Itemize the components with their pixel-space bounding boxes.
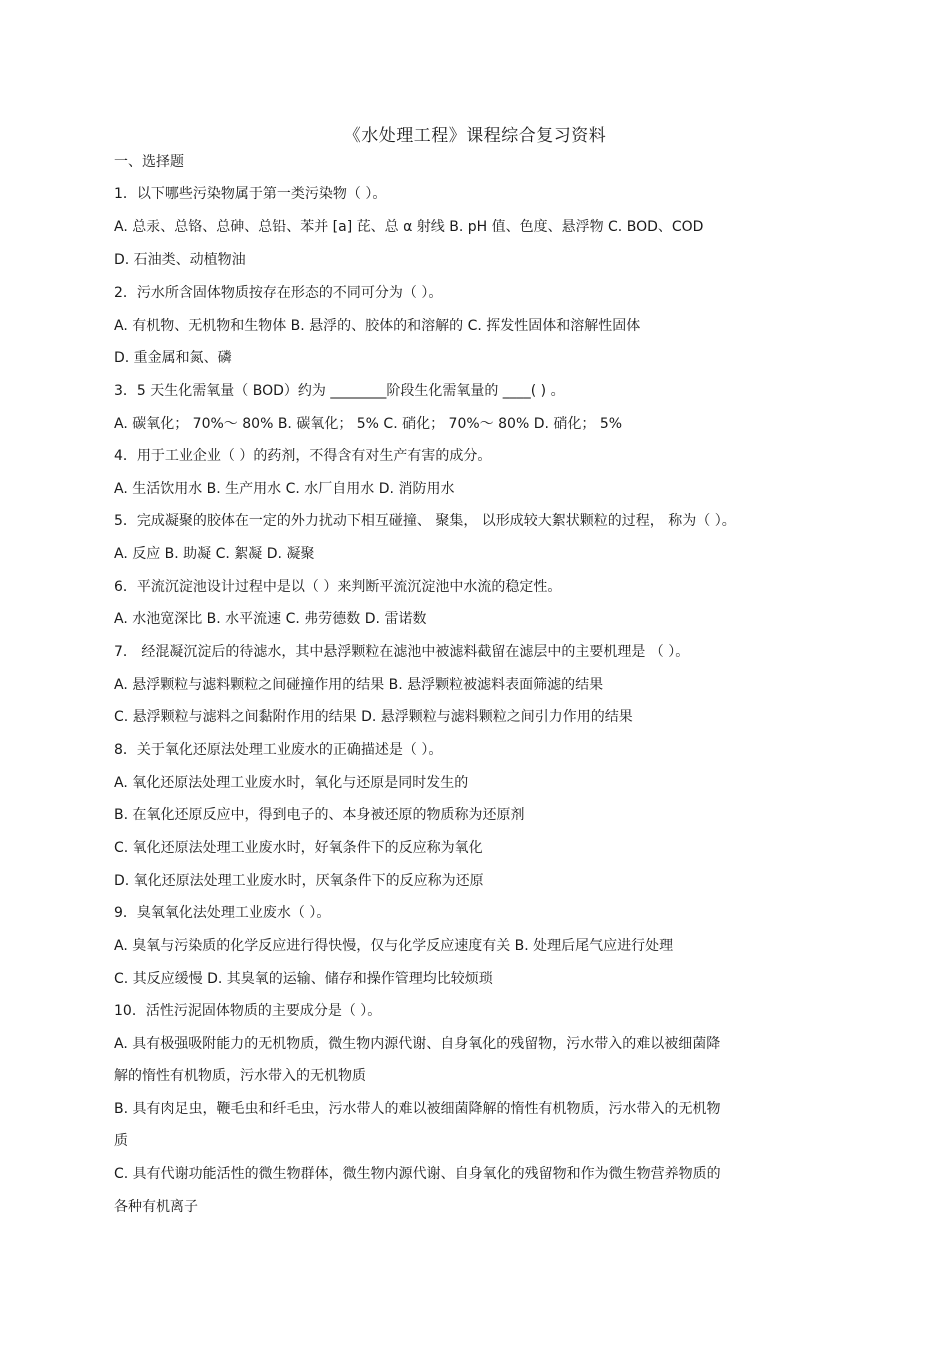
question-9-options-ab: A. 臭氧与污染质的化学反应进行得快慢，仅与化学反应速度有关 B. 处理后尾气应进行处理 <box>114 938 674 954</box>
question-7-options-cd: C. 悬浮颗粒与滤料之间黏附作用的结果 D. 悬浮颗粒与滤料颗粒之间引力作用的结果 <box>114 709 633 725</box>
question-3-options: A. 碳氧化； 70%～ 80% B. 碳氧化； 5% C. 硝化； 70%～ 80% D. 硝化； 5% <box>114 416 623 432</box>
question-7-options-ab: A. 悬浮颗粒与滤料颗粒之间碰撞作用的结果 B. 悬浮颗粒被滤料表面筛滤的结果 <box>114 677 604 693</box>
question-5: 5．完成凝聚的胶体在一定的外力扰动下相互碰撞、 聚集， 以形成较大絮状颗粒的过程， 称为（ ）。 <box>114 513 736 529</box>
question-6: 6．平流沉淀池设计过程中是以（ ）来判断平流沉淀池中水流的稳定性。 <box>114 579 562 595</box>
question-9-options-cd: C. 其反应缓慢 D. 其臭氧的运输、储存和操作管理均比较烦琐 <box>114 971 493 987</box>
question-2: 2．污水所含固体物质按存在形态的不同可分为（ ）。 <box>114 285 443 301</box>
question-7: 7． 经混凝沉淀后的待滤水，其中悬浮颗粒在滤池中被滤料截留在滤层中的主要机理是 （ ）。 <box>114 644 690 660</box>
document-title: 《水处理工程》课程综合复习资料 <box>343 126 607 146</box>
question-8: 8．关于氧化还原法处理工业废水的正确描述是（ ）。 <box>114 742 443 758</box>
question-3: 3．5 天生化需氧量（ BOD）约为 ________阶段生化需氧量的 ____( ) 。 <box>114 383 565 399</box>
question-6-options: A. 水池宽深比 B. 水平流速 C. 弗劳德数 D. 雷诺数 <box>114 611 427 627</box>
question-8-option-c: C. 氧化还原法处理工业废水时，好氧条件下的反应称为氧化 <box>114 840 483 856</box>
question-10-option-c-cont: 各种有机离子 <box>114 1199 198 1215</box>
question-1: 1．以下哪些污染物属于第一类污染物（ ）。 <box>114 186 387 202</box>
question-8-option-a: A. 氧化还原法处理工业废水时，氧化与还原是同时发生的 <box>114 775 469 791</box>
question-2-option-d: D. 重金属和氮、磷 <box>114 350 232 366</box>
question-9: 9．臭氧氧化法处理工业废水（ ）。 <box>114 905 331 921</box>
question-2-options-abc: A. 有机物、无机物和生物体 B. 悬浮的、胶体的和溶解的 C. 挥发性固体和溶解性固体 <box>114 318 641 334</box>
question-10-option-c: C. 具有代谢功能活性的微生物群体，微生物内源代谢、自身氧化的残留物和作为微生物营养物质的 <box>114 1166 721 1182</box>
section-heading: 一、选择题 <box>114 154 184 170</box>
question-8-option-d: D. 氧化还原法处理工业废水时，厌氧条件下的反应称为还原 <box>114 873 484 889</box>
question-1-options-abc: A. 总汞、总铬、总砷、总铅、苯并 [a] 芘、总 α 射线 B. pH 值、色度、悬浮物 C. BOD、COD <box>114 219 704 235</box>
question-10-option-b-cont: 质 <box>114 1133 128 1149</box>
question-10-option-a: A. 具有极强吸附能力的无机物质，微生物内源代谢、自身氧化的残留物，污水带入的难以被细菌降 <box>114 1036 721 1052</box>
question-4: 4．用于工业企业（ ）的药剂，不得含有对生产有害的成分。 <box>114 448 492 464</box>
question-1-option-d: D. 石油类、动植物油 <box>114 252 246 268</box>
question-10-option-a-cont: 解的惰性有机物质，污水带入的无机物质 <box>114 1068 366 1084</box>
question-4-options: A. 生活饮用水 B. 生产用水 C. 水厂自用水 D. 消防用水 <box>114 481 455 497</box>
question-8-option-b: B. 在氧化还原反应中，得到电子的、本身被还原的物质称为还原剂 <box>114 807 525 823</box>
question-10-option-b: B. 具有肉足虫，鞭毛虫和纤毛虫，污水带人的难以被细菌降解的惰性有机物质，污水带入的无机物 <box>114 1101 721 1117</box>
question-10: 10．活性污泥固体物质的主要成分是（ ）。 <box>114 1003 382 1019</box>
question-5-options: A. 反应 B. 助凝 C. 絮凝 D. 凝聚 <box>114 546 315 562</box>
